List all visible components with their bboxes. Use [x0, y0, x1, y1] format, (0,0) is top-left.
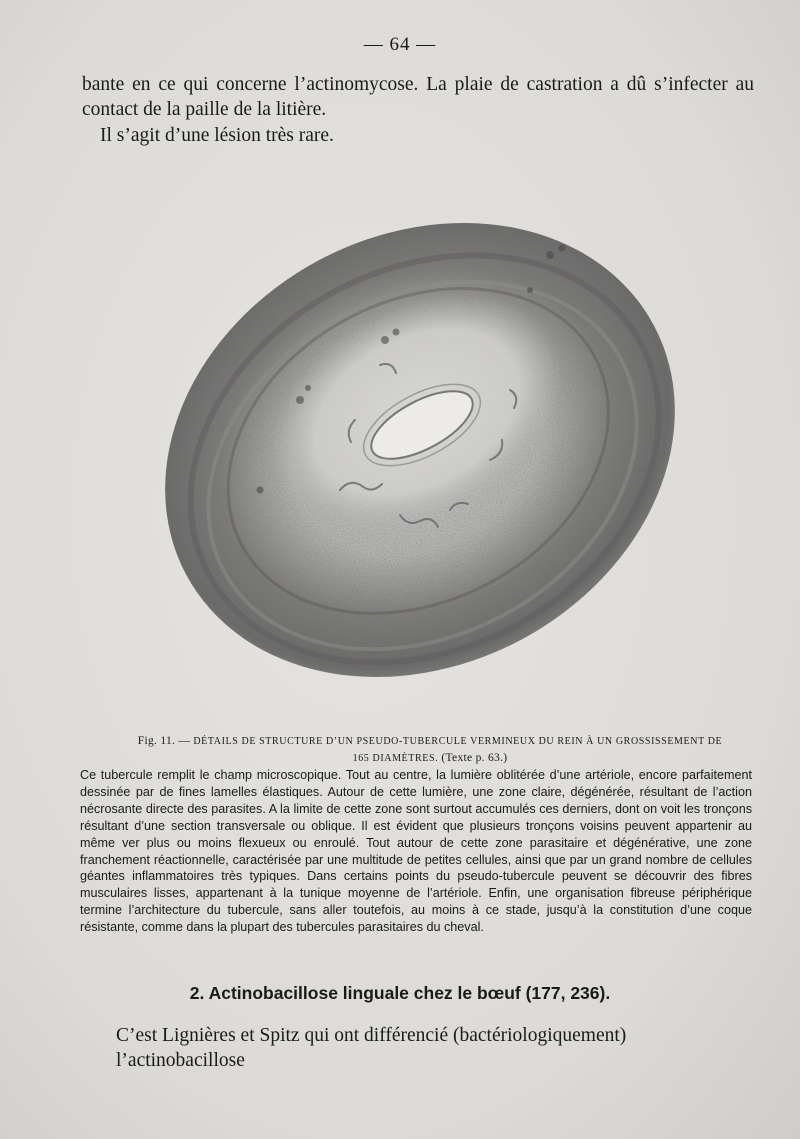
- section-paragraph: C’est Lignières et Spitz qui ont différencié (bactériologiquement) l’actinobacillose: [116, 1025, 627, 1071]
- section-heading: 2. Actinobacillose linguale chez le bœuf (177, 236).: [189, 983, 611, 1003]
- paragraph-continuation-end: contact de la paille de la litière.: [82, 99, 327, 120]
- figure-label: Fig. 11. —: [137, 735, 191, 747]
- figure-title: DÉTAILS DE STRUCTURE D’UN PSEUDO-TUBERCULE VERMINEUX DU REIN À UN GROSSISSEMENT DE 165 DIAMÈTRES.: [193, 736, 723, 764]
- figure-text-reference: (Texte p. 63.): [441, 752, 508, 764]
- figure-description: Ce tubercule remplit le champ microscopique. Tout au centre, la lumière oblitérée d’une artériole, encore parfaitement dessinée par de fines lamelles élastiques. Autour de cette lumière, une zone claire, dégénérée, résultant de l’action nécrosante directe des parasites. A la limite de cette zone sont surtout accumulés ces derniers, dont on voit les tronçons résultant d’une section transversale ou oblique. Il est évident que plusieurs tronçons voisins peuvent appartenir au même ver plus ou moins flexueux ou enroulé. Tout autour de cette zone parasitaire et dégénérative, une zone franchement réactionnelle, caractérisée par une multitude de petites cellules, ainsi que par un grand nombre de cellules géantes inflammatoires très typiques. Dans certains points du pseudo-tubercule peuvent se découvrir des fibres musculaires lisses, appartenant à la tunique moyenne de l’artériole. Enfin, une organisation fibreuse périphérique termine l’architecture du tubercule, sans aller toutefois, au moins à ce stade, jusqu’à la constitution d’une coque résistante, comme dans la plupart des tubercules parasitaires du cheval.: [80, 768, 752, 935]
- figure-caption: [130, 733, 730, 767]
- page-number: — 64 —: [363, 34, 437, 55]
- tubercle-micrograph-image: [150, 160, 690, 720]
- micrograph-figure: [150, 160, 690, 720]
- paragraph-continuation: bante en ce qui concerne l’actinomycose. La plaie de castration a dû s’infecter au: [82, 74, 754, 95]
- paragraph-rare-lesion: Il s’agit d’une lésion très rare.: [100, 125, 334, 146]
